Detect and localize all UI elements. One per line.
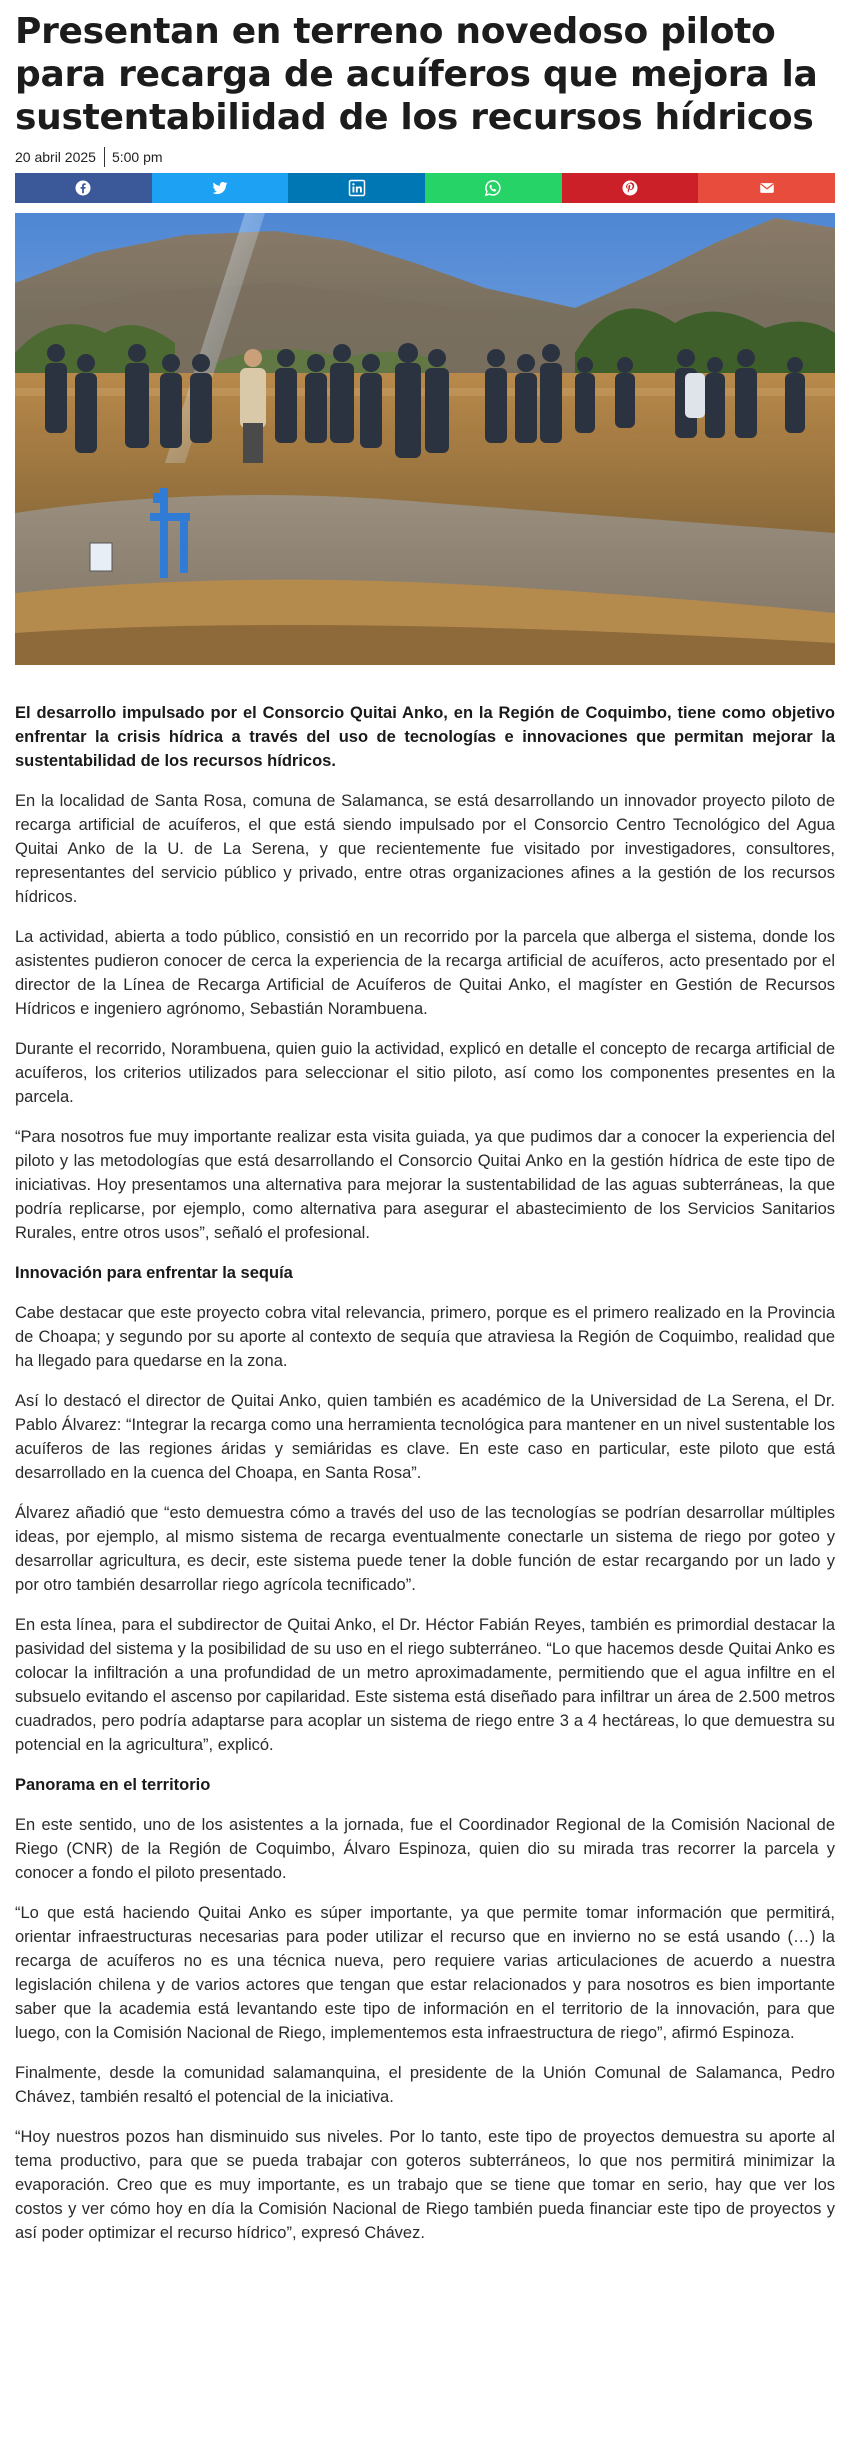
share-email-button[interactable] [698, 173, 835, 203]
article-paragraph: “Hoy nuestros pozos han disminuido sus niveles. Por lo tanto, este tipo de proyectos demuestra su aporte al tema productivo, para que se pueda trabajar con goteros subterráneos, lo que nos permitirá minimizar la evaporación. Creo que es muy importante, es un trabajo que se tiene que tomar en serio, hay que ver los costos y ver cómo hoy en día la Comisión Nacional de Riego también pueda financiar este tipo de proyectos y así poder optimizar el recurso hídrico”, expresó Chávez. [15, 2128, 835, 2242]
article-paragraph: En esta línea, para el subdirector de Quitai Anko, el Dr. Héctor Fabián Reyes, también es primordial destacar la pasividad del sistema y la posibilidad de su uso en el riego subterráneo. “Lo que hacemos desde Quitai Anko es colocar la infiltración a una profundidad de un metro aproximadamente, permitiendo que el agua infiltre en el subsuelo evitando el ascenso por capilaridad. Este sistema está diseñado para infiltrar un área de 2.500 metros cuadrados, pero podría adaptarse para acoplar un sistema de riego entre 3 a 4 hectáreas, lo que demuestra su potencial en la agricultura”, explicó. [15, 1616, 835, 1754]
section-heading-innovacion: Innovación para enfrentar la sequía [15, 1264, 293, 1282]
article-time: 5:00 pm [111, 149, 163, 165]
share-twitter-button[interactable] [152, 173, 289, 203]
share-whatsapp-button[interactable] [425, 173, 562, 203]
article-paragraph: En la localidad de Santa Rosa, comuna de Salamanca, se está desarrollando un innovador proyecto piloto de recarga artificial de acuíferos, el que está siendo impulsado por el Consorcio Centro Tecnológico del Agua Quitai Anko de la U. de La Serena, y que recientemente fue visitado por investigadores, consultores, representantes del servicio público y privado, entre otras organizaciones afines a la gestión de los recursos hídricos. [15, 792, 835, 906]
article-title: Presentan en terreno novedoso piloto para recarga de acuíferos que mejora la sustentabilidad de los recursos hídricos [15, 11, 818, 138]
share-bar [15, 173, 835, 203]
linkedin-icon [348, 179, 366, 197]
facebook-icon [74, 179, 92, 197]
hero-photo [15, 213, 835, 665]
article-paragraph: Álvarez añadió que “esto demuestra cómo a través del uso de las tecnologías se podrían desarrollar múltiples ideas, por ejemplo, al mismo sistema de recarga eventualmente conectarle un sistema de riego por goteo y desarrollar agricultura, es decir, este sistema puede tener la doble función de estar recargando por un lado y por otro también desarrollar riego agrícola tecnificado”. [15, 1504, 835, 1594]
article-paragraph: Cabe destacar que este proyecto cobra vital relevancia, primero, porque es el primero realizado en la Provincia de Choapa; y segundo por su aporte al contexto de sequía que atraviesa la Región de Coquimbo, realidad que ha llegado para quedarse en la zona. [15, 1304, 835, 1370]
article-date: 20 abril 2025 [15, 149, 96, 165]
meta-divider [104, 147, 105, 167]
section-heading-panorama: Panorama en el territorio [15, 1776, 211, 1794]
article-paragraph: La actividad, abierta a todo público, consistió en un recorrido por la parcela que alberga el sistema, donde los asistentes pudieron conocer de cerca la experiencia de la recarga artificial de acuíferos, acto presentado por el director de la Línea de Recarga Artificial de Acuíferos de Quitai Anko, el magíster en Gestión de Recursos Hídricos e ingeniero agrónomo, Sebastián Norambuena. [15, 928, 835, 1018]
pinterest-icon [621, 179, 639, 197]
share-pinterest-button[interactable] [562, 173, 699, 203]
article-paragraph: Durante el recorrido, Norambuena, quien guio la actividad, explicó en detalle el concepto de recarga artificial de acuíferos, los criterios utilizados para seleccionar el sitio piloto, así como los componentes presentes en la parcela. [15, 1040, 835, 1106]
email-icon [758, 179, 776, 197]
article-lead: El desarrollo impulsado por el Consorcio Quitai Anko, en la Región de Coquimbo, tiene como objetivo enfrentar la crisis hídrica a través del uso de tecnologías e innovaciones que permitan mejorar la sustentabilidad de los recursos hídricos. [15, 704, 835, 770]
whatsapp-icon [484, 179, 502, 197]
article-paragraph: Así lo destacó el director de Quitai Anko, quien también es académico de la Universidad de La Serena, el Dr. Pablo Álvarez: “Integrar la recarga como una herramienta tecnológica para mantener en un nivel sustentable los acuíferos de las regiones áridas y semiáridas es clave. En este caso en particular, este piloto que está desarrollado en la cuenca del Choapa, en Santa Rosa”. [15, 1392, 835, 1482]
article-paragraph: “Lo que está haciendo Quitai Anko es súper importante, ya que permite tomar información que permitirá, orientar infraestructuras necesarias para poder utilizar el recurso que en invierno no se está usando (…) la recarga de acuíferos no es una técnica nueva, pero requiere varias articulaciones de acuerdo a nuestra legislación chilena y de varios actores que tengan que estar relacionados y para nosotros es bien importante saber que la academia está levantando este tipo de información en el territorio de la innovación, para que luego, con la Comisión Nacional de Riego, implementemos esta infraestructura de riego”, afirmó Espinoza. [15, 1904, 835, 2042]
article-meta [15, 147, 835, 167]
article-paragraph: Finalmente, desde la comunidad salamanquina, el presidente de la Unión Comunal de Salamanca, Pedro Chávez, también resaltó el potencial de la iniciativa. [15, 2064, 835, 2106]
share-facebook-button[interactable] [15, 173, 152, 203]
article-paragraph: “Para nosotros fue muy importante realizar esta visita guiada, ya que pudimos dar a conocer la experiencia del piloto y las metodologías que está desarrollando el Consorcio Quitai Anko en la gestión hídrica de este tipo de iniciativas. Hoy presentamos una alternativa para mejorar la sustentabilidad de las aguas subterráneas, la que podría replicarse, por ejemplo, como alternativa para asegurar el abastecimiento de los Servicios Sanitarios Rurales, entre otros usos”, señaló el profesional. [15, 1128, 835, 1242]
twitter-icon [211, 179, 229, 197]
share-linkedin-button[interactable] [288, 173, 425, 203]
article-paragraph: En este sentido, uno de los asistentes a la jornada, fue el Coordinador Regional de la Comisión Nacional de Riego (CNR) de la Región de Coquimbo, Álvaro Espinoza, quien dio su mirada tras recorrer la parcela y conocer a fondo el piloto presentado. [15, 1816, 835, 1882]
